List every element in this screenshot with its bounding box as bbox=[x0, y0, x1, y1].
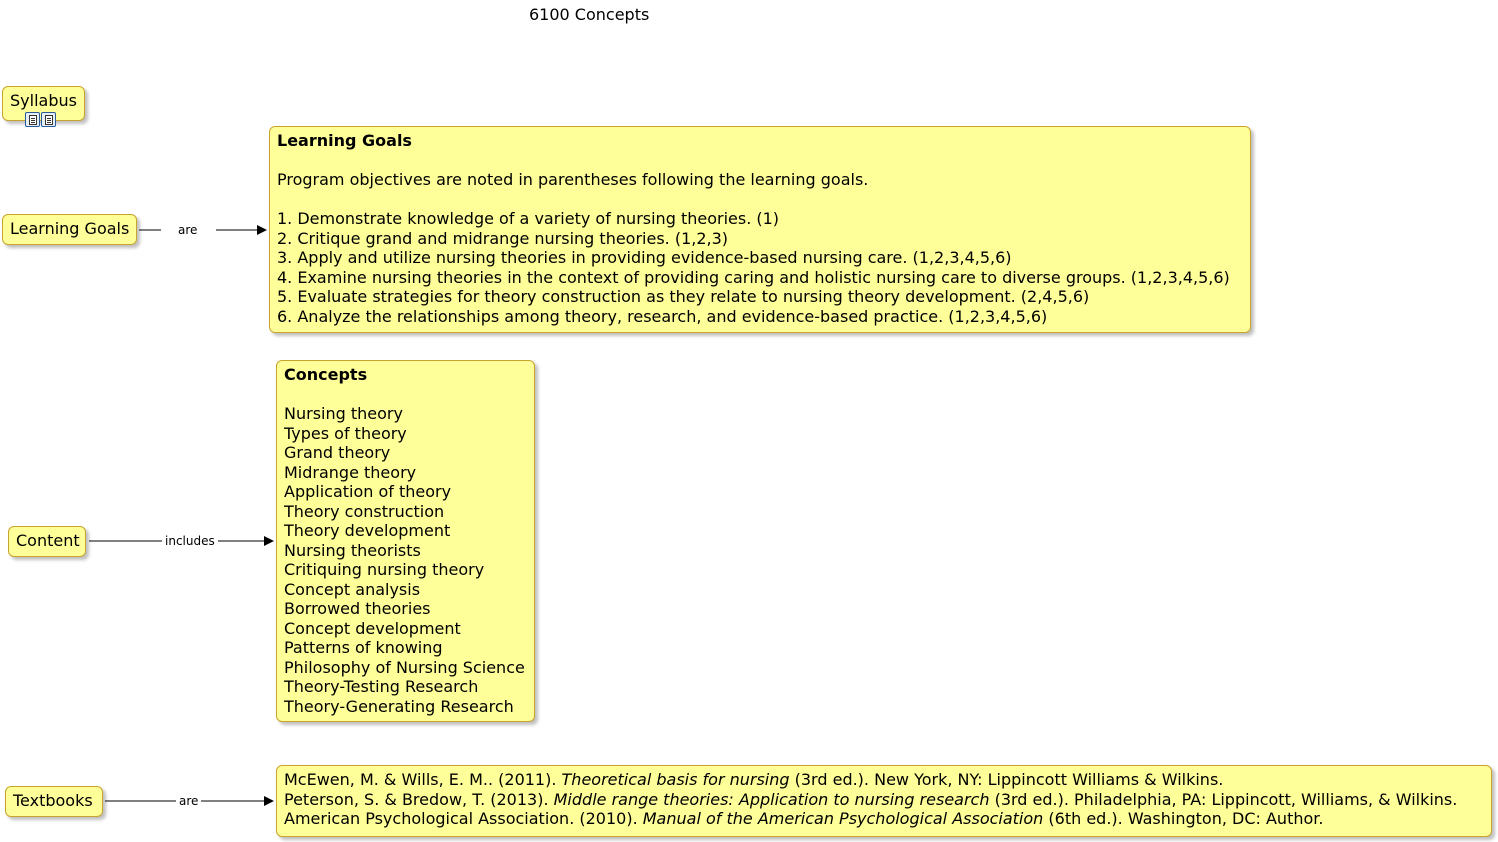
concept-item: Philosophy of Nursing Science bbox=[284, 657, 525, 677]
concept-item: Theory construction bbox=[284, 501, 445, 521]
concept-item: Patterns of knowing bbox=[284, 638, 443, 657]
reference-authors: McEwen, M. & Wills, E. M.. (2011). bbox=[284, 770, 562, 789]
resource-icons bbox=[25, 112, 56, 127]
learning-goal-item: 2. Critique grand and midrange nursing theories. (1,2,3) bbox=[277, 228, 729, 248]
concept-item: Grand theory bbox=[284, 443, 391, 462]
concept-learning-goals[interactable] bbox=[2, 214, 137, 245]
concept-textbooks-label: Textbooks bbox=[13, 791, 93, 810]
reference-title: Theoretical basis for nursing bbox=[561, 770, 790, 789]
reference-title: Middle range theories: Application to nursing research bbox=[553, 789, 990, 809]
concept-item: Critiquing nursing theory bbox=[284, 560, 485, 579]
link-label-are-textbooks: are bbox=[176, 794, 201, 808]
concept-item: Theory-Testing Research bbox=[284, 677, 479, 696]
concept-item: Theory development bbox=[284, 521, 451, 540]
reference-authors: Peterson, S. & Bredow, T. (2013). bbox=[284, 789, 554, 809]
concept-item: Types of theory bbox=[284, 423, 407, 443]
reference-publisher: (6th ed.). Washington, DC: Author. bbox=[1043, 809, 1324, 828]
textbook-reference bbox=[284, 809, 1484, 829]
learning-goal-item: 3. Apply and utilize nursing theories in providing evidence-based nursing care. (1,2,3,4,5,6) bbox=[277, 248, 1012, 267]
learning-goal-item: 5. Evaluate strategies for theory construction as they relate to nursing theory development. (2,4,5,6) bbox=[277, 287, 1090, 306]
learning-goal-item: 4. Examine nursing theories in the context of providing caring and holistic nursing care to diverse groups. (1,2,3,4,5,6) bbox=[277, 267, 1230, 287]
link-label-includes: includes bbox=[162, 534, 218, 548]
learning-goals-heading: Learning Goals bbox=[277, 131, 412, 150]
concept-item: Concept analysis bbox=[284, 579, 421, 599]
spacer bbox=[284, 385, 527, 405]
reference-title: Manual of the American Psychological Association bbox=[642, 809, 1044, 828]
concept-learning-goals-label: Learning Goals bbox=[10, 219, 130, 238]
textbook-reference bbox=[284, 770, 1484, 790]
reference-publisher: (3rd ed.). Philadelphia, PA: Lippincott, Williams, & Wilkins. bbox=[989, 789, 1458, 809]
learning-goals-box[interactable] bbox=[269, 126, 1251, 333]
concept-item: Midrange theory bbox=[284, 462, 417, 482]
textbooks-box[interactable] bbox=[276, 765, 1492, 837]
spacer bbox=[277, 151, 1243, 171]
concept-content[interactable] bbox=[8, 526, 86, 557]
reference-publisher: (3rd ed.). New York, NY: Lippincott Williams & Wilkins. bbox=[789, 770, 1224, 789]
concept-content-label: Content bbox=[16, 531, 80, 550]
concepts-heading: Concepts bbox=[284, 365, 368, 384]
concept-textbooks[interactable] bbox=[5, 786, 103, 817]
concept-item: Application of theory bbox=[284, 482, 452, 501]
document-icon[interactable] bbox=[41, 112, 56, 127]
link-label-are-learning-goals: are bbox=[175, 223, 200, 237]
concept-item: Theory-Generating Research bbox=[284, 696, 514, 716]
concept-item: Borrowed theories bbox=[284, 599, 431, 618]
concept-item: Concept development bbox=[284, 618, 461, 638]
learning-goal-item: 6. Analyze the relationships among theory, research, and evidence-based practice. (1,2,3,4,5,6) bbox=[277, 306, 1048, 326]
learning-goals-intro: Program objectives are noted in parentheses following the learning goals. bbox=[277, 170, 869, 189]
concept-item: Nursing theorists bbox=[284, 540, 421, 560]
reference-authors: American Psychological Association. (2010). bbox=[284, 809, 643, 828]
concept-item: Nursing theory bbox=[284, 404, 403, 423]
concepts-box[interactable] bbox=[276, 360, 535, 722]
learning-goal-item: 1. Demonstrate knowledge of a variety of nursing theories. (1) bbox=[277, 209, 780, 228]
map-title: 6100 Concepts bbox=[529, 5, 650, 24]
textbook-reference bbox=[284, 790, 1484, 810]
spacer bbox=[277, 190, 1243, 210]
document-icon[interactable] bbox=[25, 112, 40, 127]
concept-syllabus-label: Syllabus bbox=[10, 91, 77, 110]
